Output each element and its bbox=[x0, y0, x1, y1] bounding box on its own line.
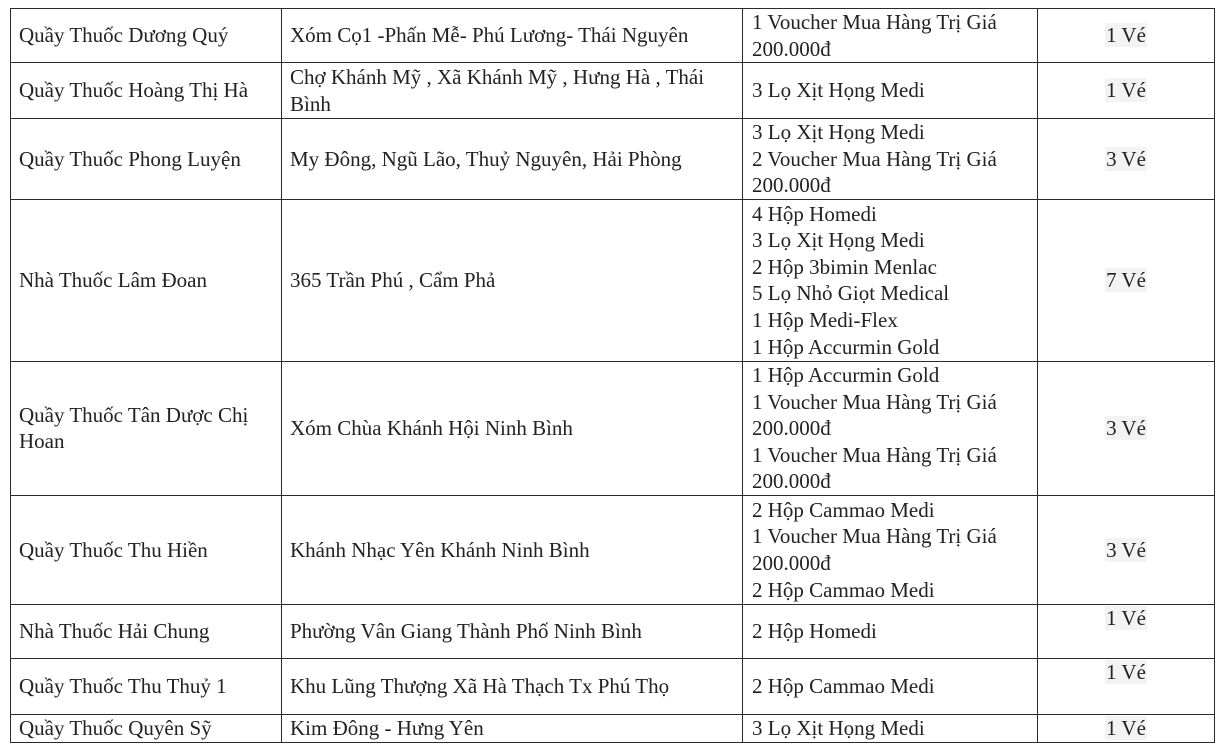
prize-line: 3 Lọ Xịt Họng Medi bbox=[752, 120, 925, 145]
prize-cell bbox=[743, 9, 1038, 63]
prize-line: 3 Lọ Xịt Họng Medi bbox=[752, 228, 925, 253]
prize-cell bbox=[743, 119, 1038, 200]
prize-cell bbox=[743, 658, 1038, 714]
prize-line: 3 Lọ Xịt Họng Medi bbox=[752, 78, 925, 103]
address-cell: Xóm Chùa Khánh Hội Ninh Bình bbox=[282, 361, 743, 495]
pharmacy-name-cell: Quầy Thuốc Phong Luyện bbox=[11, 119, 282, 200]
address-cell: Kim Đông - Hưng Yên bbox=[282, 714, 743, 742]
pharmacy-name-cell: Quầy Thuốc Dương Quý bbox=[11, 9, 282, 63]
ticket-count-cell bbox=[1038, 714, 1215, 742]
prize-cell bbox=[743, 495, 1038, 604]
ticket-count: 3 Vé bbox=[1106, 537, 1146, 562]
ticket-count: 3 Vé bbox=[1106, 146, 1146, 171]
prize-line: 4 Hộp Homedi bbox=[752, 201, 877, 226]
prize-line: 2 Hộp Cammao Medi bbox=[752, 674, 935, 699]
table-row bbox=[11, 495, 1215, 604]
pharmacy-name-cell: Nhà Thuốc Hải Chung bbox=[11, 604, 282, 658]
address-cell: 365 Trần Phú , Cẩm Phả bbox=[282, 199, 743, 361]
table-row bbox=[11, 9, 1215, 63]
prize-line: 200.000đ bbox=[752, 173, 831, 198]
ticket-count-cell bbox=[1038, 63, 1215, 119]
ticket-count-cell bbox=[1038, 199, 1215, 361]
ticket-count: 1 Vé bbox=[1106, 605, 1146, 630]
pharmacy-name-cell: Quầy Thuốc Hoàng Thị Hà bbox=[11, 63, 282, 119]
table-row bbox=[11, 361, 1215, 495]
ticket-count-cell bbox=[1038, 658, 1215, 714]
ticket-count: 1 Vé bbox=[1106, 715, 1146, 740]
ticket-count: 1 Vé bbox=[1106, 23, 1146, 48]
table-row bbox=[11, 714, 1215, 742]
table-row bbox=[11, 199, 1215, 361]
prize-line: 1 Voucher Mua Hàng Trị Giá bbox=[752, 524, 997, 549]
prize-line: 1 Voucher Mua Hàng Trị Giá bbox=[752, 442, 997, 467]
prize-line: 1 Voucher Mua Hàng Trị Giá bbox=[752, 10, 997, 34]
prize-line: 1 Hộp Medi-Flex bbox=[752, 308, 898, 333]
prize-line: 2 Hộp Cammao Medi bbox=[752, 577, 935, 602]
ticket-count-cell bbox=[1038, 361, 1215, 495]
prize-cell bbox=[743, 63, 1038, 119]
address-cell: My Đông, Ngũ Lão, Thuỷ Nguyên, Hải Phòng bbox=[282, 119, 743, 200]
prize-line: 2 Hộp Cammao Medi bbox=[752, 497, 935, 522]
address-cell: Khánh Nhạc Yên Khánh Ninh Bình bbox=[282, 495, 743, 604]
prize-line: 3 Lọ Xịt Họng Medi bbox=[752, 715, 925, 740]
prize-cell bbox=[743, 714, 1038, 742]
address-cell: Phường Vân Giang Thành Phố Ninh Bình bbox=[282, 604, 743, 658]
ticket-count: 7 Vé bbox=[1106, 268, 1146, 293]
pharmacy-name-cell: Nhà Thuốc Lâm Đoan bbox=[11, 199, 282, 361]
prize-line: 200.000đ bbox=[752, 36, 831, 61]
prize-line: 2 Voucher Mua Hàng Trị Giá bbox=[752, 146, 997, 171]
table-row bbox=[11, 119, 1215, 200]
prize-cell bbox=[743, 361, 1038, 495]
winners-table bbox=[10, 8, 1215, 743]
ticket-count-cell bbox=[1038, 495, 1215, 604]
address-cell: Khu Lũng Thượng Xã Hà Thạch Tx Phú Thọ bbox=[282, 658, 743, 714]
pharmacy-name-cell: Quầy Thuốc Thu Thuỷ 1 bbox=[11, 658, 282, 714]
ticket-count: 1 Vé bbox=[1106, 78, 1146, 103]
prize-line: 200.000đ bbox=[752, 416, 831, 441]
ticket-count-cell bbox=[1038, 119, 1215, 200]
prize-line: 1 Voucher Mua Hàng Trị Giá bbox=[752, 389, 997, 414]
ticket-count: 3 Vé bbox=[1106, 416, 1146, 441]
ticket-count: 1 Vé bbox=[1106, 659, 1146, 684]
table-row bbox=[11, 604, 1215, 658]
prize-line: 1 Hộp Accurmin Gold bbox=[752, 362, 940, 387]
address-cell: Xóm Cọ1 -Phấn Mễ- Phú Lương- Thái Nguyên bbox=[282, 9, 743, 63]
table-row bbox=[11, 658, 1215, 714]
pharmacy-name-cell: Quầy Thuốc Tân Dược Chị Hoan bbox=[11, 361, 282, 495]
prize-line: 2 Hộp Homedi bbox=[752, 619, 877, 644]
prize-line: 2 Hộp 3bimin Menlac bbox=[752, 254, 937, 279]
table-row bbox=[11, 63, 1215, 119]
prize-cell bbox=[743, 199, 1038, 361]
prize-line: 200.000đ bbox=[752, 550, 831, 575]
prize-cell bbox=[743, 604, 1038, 658]
prize-line: 5 Lọ Nhỏ Giọt Medical bbox=[752, 281, 950, 306]
address-cell: Chợ Khánh Mỹ , Xã Khánh Mỹ , Hưng Hà , Thái Bình bbox=[282, 63, 743, 119]
ticket-count-cell bbox=[1038, 9, 1215, 63]
pharmacy-name-cell: Quầy Thuốc Quyên Sỹ bbox=[11, 714, 282, 742]
prize-line: 1 Hộp Accurmin Gold bbox=[752, 334, 940, 359]
prize-line: 200.000đ bbox=[752, 469, 831, 494]
ticket-count-cell bbox=[1038, 604, 1215, 658]
pharmacy-name-cell: Quầy Thuốc Thu Hiền bbox=[11, 495, 282, 604]
